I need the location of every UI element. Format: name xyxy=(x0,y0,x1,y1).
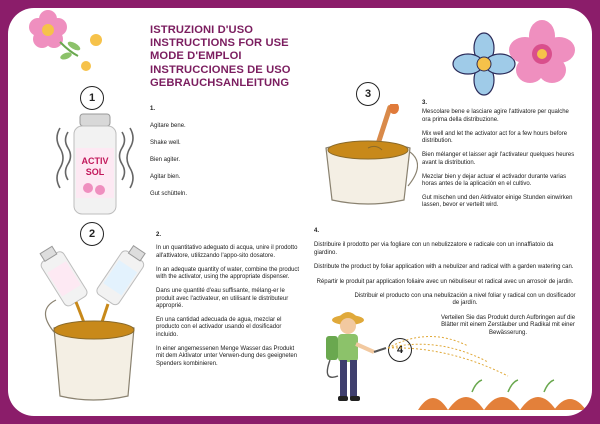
step-1-number: 1 xyxy=(80,86,104,110)
step-4-para-it: Distribuire il prodotto per via fogliare con un nebulizzatore e radicale con un innaffiatoio da giardino. xyxy=(314,242,554,256)
step-4-para-fr: Répartir le produit par application foliaire avec un nébuliseur et radical avec un arrosoir de jardin. xyxy=(316,278,574,285)
pouring-bottles-illustration xyxy=(38,240,148,410)
step-4-para-de: Verteilen Sie das Produkt durch Aufbringen auf die Blätter mit einem Zerstäuber und Radikal mit einer Bewässerung. xyxy=(440,314,576,336)
step-1-line-de: Gut schütteln. xyxy=(150,191,188,198)
title-line-de: GEBRAUCHSANLEITUNG xyxy=(150,76,290,89)
step-2-para-fr: Dans une quantité d'eau suffisante, mélang-er le produit avec l'activateur, en utilisant le distributeur approprié. xyxy=(156,288,289,310)
step-1-line-fr: Bien agiter. xyxy=(150,157,181,164)
step-2-label: 2. xyxy=(156,232,162,238)
title-line-fr: MODE D'EMPLOI xyxy=(150,50,242,63)
instruction-sheet xyxy=(8,8,592,416)
mixing-bucket-illustration xyxy=(318,104,418,208)
step-1-line-es: Agitar bien. xyxy=(150,174,181,181)
step-3-para-es: Mezclar bien y dejar actuar el activador durante varias horas antes de la aplicación en el cultivo. xyxy=(422,173,567,188)
step-2-para-de: In einer angemessenen Menge Wasser das Produkt mit dem Aktivator unter Verwen-dung des geeigneten Spenders kombinieren. xyxy=(156,345,298,367)
gardener-spraying-illustration xyxy=(308,306,588,416)
step-3-para-fr: Bien mélanger et laisser agir l'activateur quelques heures avant la distribution. xyxy=(422,152,575,166)
title-line-en: INSTRUCTIONS FOR USE xyxy=(150,37,289,50)
step-2-number: 2 xyxy=(80,222,104,246)
flower-decoration-right xyxy=(432,14,592,104)
step-1-text xyxy=(150,106,300,205)
step-3-number: 3 xyxy=(356,82,380,106)
shaking-bottle-illustration xyxy=(50,108,140,220)
bottle-label-line2: SOL xyxy=(85,167,105,177)
bottle-label-line1: ACTIV xyxy=(81,156,109,166)
step-3-para-de: Gut mischen und den Aktivator einige Stunden einwirken lassen, bevor er verteilt wird. xyxy=(422,195,573,209)
step-3-label: 3. xyxy=(422,100,428,106)
step-1-label: 1. xyxy=(150,106,156,112)
step-2-text xyxy=(156,232,302,375)
step-4-label: 4. xyxy=(314,228,320,234)
step-1-line-en: Shake well. xyxy=(150,140,181,147)
title-block xyxy=(150,24,350,90)
step-2-para-es: En una cantidad adecuada de agua, mezclar el producto con el activador usando el dosificador incluido. xyxy=(156,317,282,338)
title-line-es: INSTRUCCIONES DE USO xyxy=(150,63,291,76)
step-4-number: 4 xyxy=(388,338,412,362)
title-line-it: ISTRUZIONI D'USO xyxy=(150,24,254,36)
step-4-para-en: Distribute the product by foliar application with a nebulizer and radical with a garden watering can. xyxy=(314,264,574,271)
step-3-text xyxy=(422,100,576,216)
step-3-para-it: Mescolare bene e lasciare agire l'attivatore per qualche ora prima della distribuzione. xyxy=(422,109,569,123)
flower-decoration-left xyxy=(8,8,118,78)
step-3-para-en: Mix well and let the activator act for a few hours before distribution. xyxy=(422,130,568,145)
step-2-para-en: In an adequate quantity of water, combine the product with the activator, using the appropriate dispenser. xyxy=(156,266,300,281)
step-2-para-it: In un quantitativo adeguato di acqua, unire il prodotto all'attivatore, utilizzando l'appo-sito dosatore. xyxy=(156,245,298,259)
step-4-para-es: Distribuir el producto con una nebulización a nivel foliar y radical con un dosificador de jardín. xyxy=(354,293,576,307)
step-1-line-it: Agitare bene. xyxy=(150,123,186,130)
